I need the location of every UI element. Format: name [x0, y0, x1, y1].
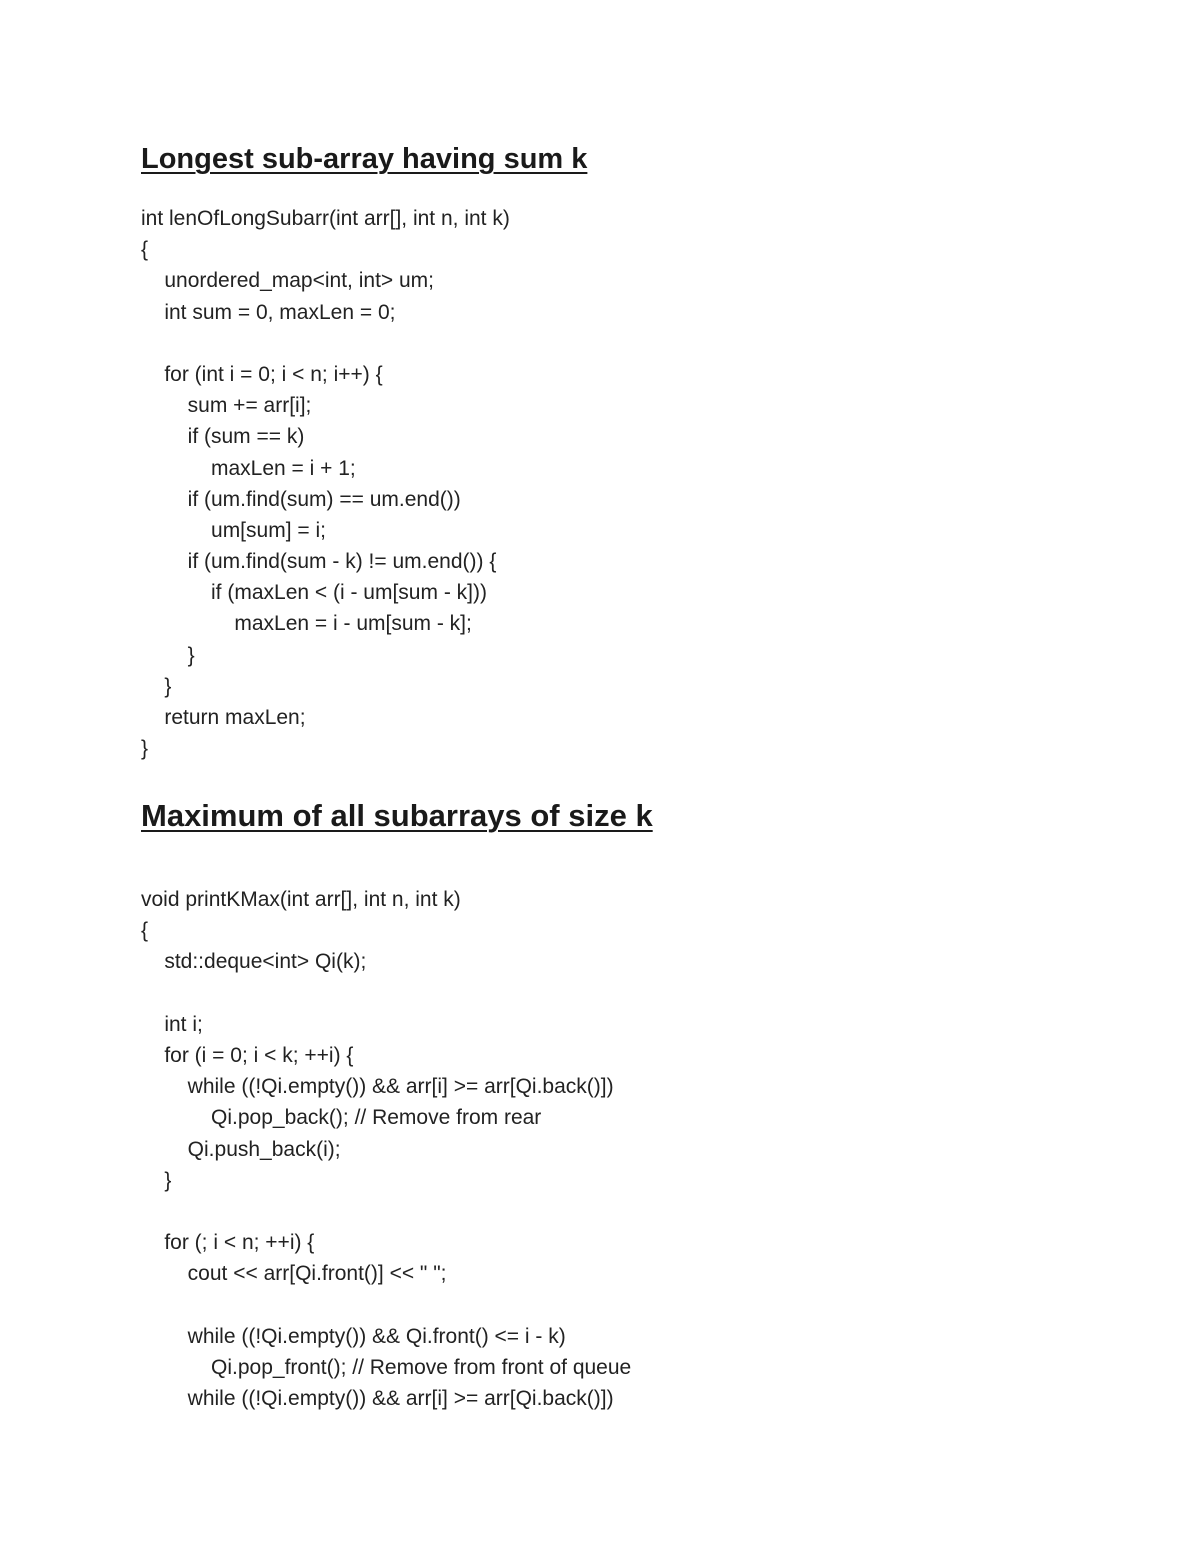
code-line: while ((!Qi.empty()) && arr[i] >= arr[Qi.back()]) [141, 1387, 614, 1410]
code-line: Qi.push_back(i); [141, 1137, 341, 1161]
code-line: for (; i < n; ++i) { [141, 1231, 315, 1255]
code-line: if (um.find(sum - k) != um.end()) { [141, 550, 497, 574]
code-line: } [141, 674, 172, 698]
code-block-longest-subarray [141, 203, 510, 764]
code-line: int lenOfLongSubarr(int arr[], int n, int k) [141, 207, 510, 230]
code-line: maxLen = i - um[sum - k]; [141, 612, 472, 636]
code-line: sum += arr[i]; [141, 394, 312, 418]
code-line: um[sum] = i; [141, 518, 326, 542]
code-line: unordered_map<int, int> um; [141, 269, 435, 293]
code-line: while ((!Qi.empty()) && arr[i] >= arr[Qi.back()]) [141, 1075, 614, 1099]
code-line: if (maxLen < (i - um[sum - k])) [141, 581, 487, 605]
section-heading-longest-subarray: Longest sub-array having sum k [141, 143, 588, 175]
code-line: if (um.find(sum) == um.end()) [141, 487, 461, 511]
code-line [141, 328, 510, 359]
code-line: while ((!Qi.empty()) && Qi.front() <= i - k) [141, 1324, 566, 1348]
code-line: { [141, 238, 149, 262]
code-line [141, 1196, 631, 1227]
code-line: int sum = 0, maxLen = 0; [141, 300, 396, 324]
code-line: for (int i = 0; i < n; i++) { [141, 362, 383, 386]
code-line: } [141, 643, 195, 667]
code-line [141, 1289, 631, 1320]
code-line: int i; [141, 1012, 203, 1036]
code-line: cout << arr[Qi.front()] << " "; [141, 1262, 447, 1286]
code-line: for (i = 0; i < k; ++i) { [141, 1043, 354, 1067]
code-line: } [141, 737, 149, 761]
code-line: void printKMax(int arr[], int n, int k) [141, 888, 461, 911]
code-line: maxLen = i + 1; [141, 456, 356, 480]
code-line: if (sum == k) [141, 425, 305, 449]
code-line: Qi.pop_back(); // Remove from rear [141, 1106, 542, 1130]
code-line: Qi.pop_front(); // Remove from front of queue [141, 1355, 632, 1379]
code-line: std::deque<int> Qi(k); [141, 950, 367, 974]
code-line: return maxLen; [141, 706, 306, 729]
section-heading-max-subarrays: Maximum of all subarrays of size k [141, 798, 653, 833]
code-line: } [141, 1168, 172, 1192]
code-line: { [141, 919, 149, 943]
code-line [141, 978, 631, 1009]
code-block-max-subarrays [141, 884, 631, 1414]
